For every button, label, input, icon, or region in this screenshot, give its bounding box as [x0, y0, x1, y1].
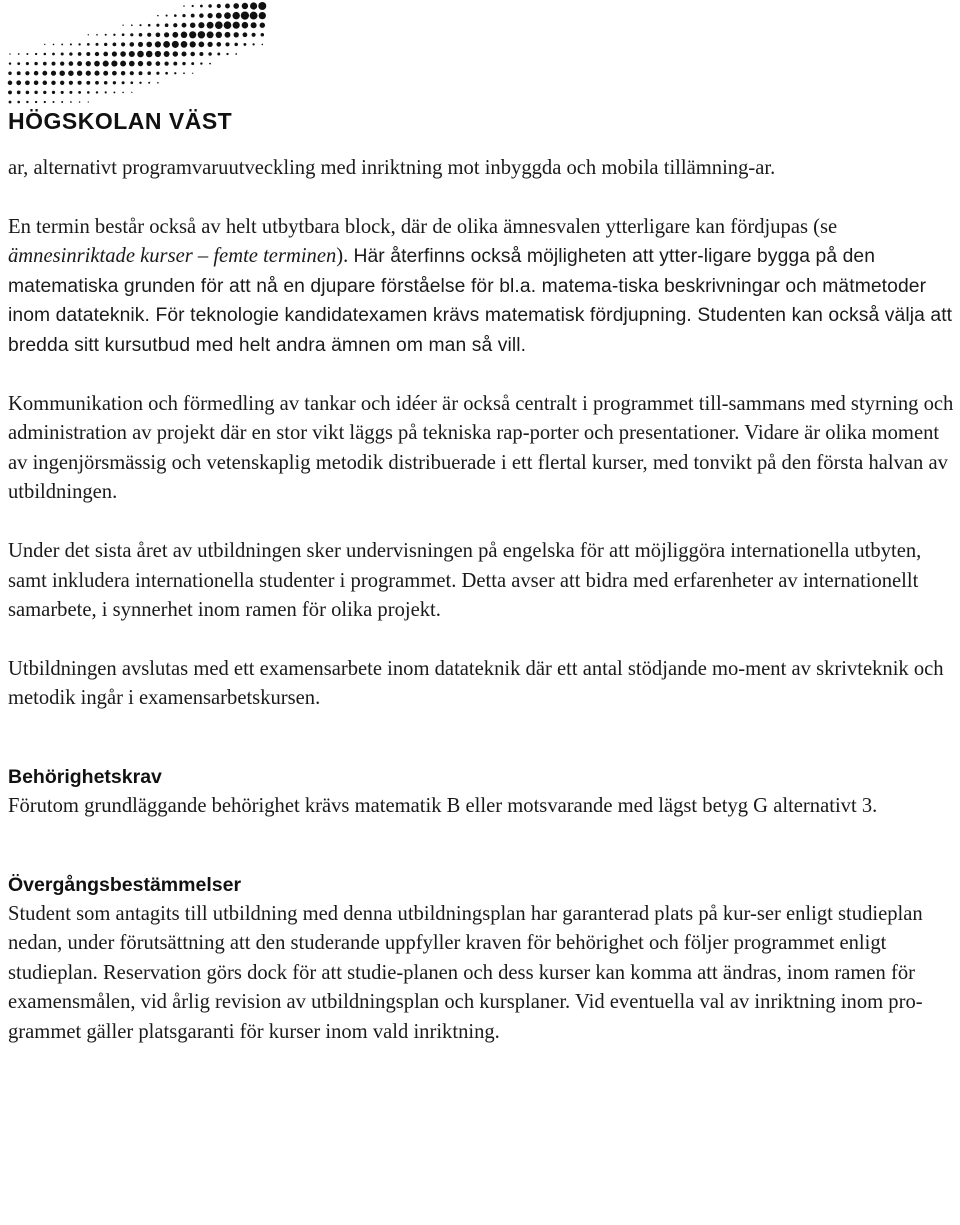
university-logo: [6, 0, 268, 134]
paragraph-text: En termin består också av helt utbytbara block, där de olika ämnesvalen ytterligare kan fördjupas (se: [8, 215, 838, 238]
heading-behorighetskrav: Behörighetskrav: [8, 765, 162, 788]
paragraph-communication: Kommunikation och förmedling av tankar och idéer är också centralt i programmet till-sammans med styrning och administration av projekt där en stor vikt läggs på tekniska rap-porter och presentationer. Vidare är olika moment av ingenjörsmässig och vetenskaplig metodik distribuerade i ett flertal kurser, med tonvikt på den första halvan av utbildningen.: [8, 392, 954, 504]
paragraph-overgangsbestammelser: Student som antagits till utbildning med denna utbildningsplan har garanterad plats på kur-ser enligt studieplan nedan, under förutsättning att den studerande uppfyller kraven för behörighet och följer programmet enligt studieplan. Reservation görs dock för att studie-planen och dess kurser kan komma att ändras, inom ramen för examensmålen, vid årlig revision av utbildningsplan och kursplaner. Vid eventuella val av inriktning inom pro-grammet gäller platsgaranti för kurser inom vald inriktning.: [8, 902, 923, 1043]
paragraph-text: Här återfinns också möjligheten att ytter-ligare bygga på den matematiska grunden för att nå en djupare förståelse för bl.a. matema-tiska beskrivningar och mätmetoder inom datateknik. För teknologie kandidatexamen krävs matematisk fördjupning. Studenten kan också välja att bredda sitt kursutbud med helt andra ämnen om man så vill.: [8, 246, 953, 356]
paragraph-final-year: Under det sista året av utbildningen sker undervisningen på engelska för att möjliggöra internationella utbyten, samt inkludera internationella studenter i programmet. Detta avser att bidra med erfarenheter av internationellt samarbete, i synnerhet inom ramen för olika projekt.: [8, 539, 922, 622]
course-reference: ämnesinriktade kurser – femte terminen: [8, 245, 337, 268]
paragraph-elective-blocks: [8, 213, 954, 361]
paragraph-program-direction: ar, alternativt programvaruutveckling med inriktning mot inbyggda och mobila tillämning-ar.: [8, 157, 776, 179]
paragraph-behorighetskrav: Förutom grundläggande behörighet krävs matematik B eller motsvarande med lägst betyg G alternativt 3.: [8, 794, 878, 817]
heading-overgangsbestammelser: Övergångsbestämmelser: [8, 873, 242, 896]
main-content: [8, 154, 954, 1047]
logo-wordmark: HÖGSKOLAN VÄST: [8, 108, 233, 134]
logo-dot-pattern-icon: [6, 0, 268, 108]
paragraph-text: ).: [336, 245, 354, 268]
paragraph-thesis: Utbildningen avslutas med ett examensarbete inom datateknik där ett antal stödjande mo-ment av skrivteknik och metodik ingår i examensarbetskursen.: [8, 657, 944, 710]
